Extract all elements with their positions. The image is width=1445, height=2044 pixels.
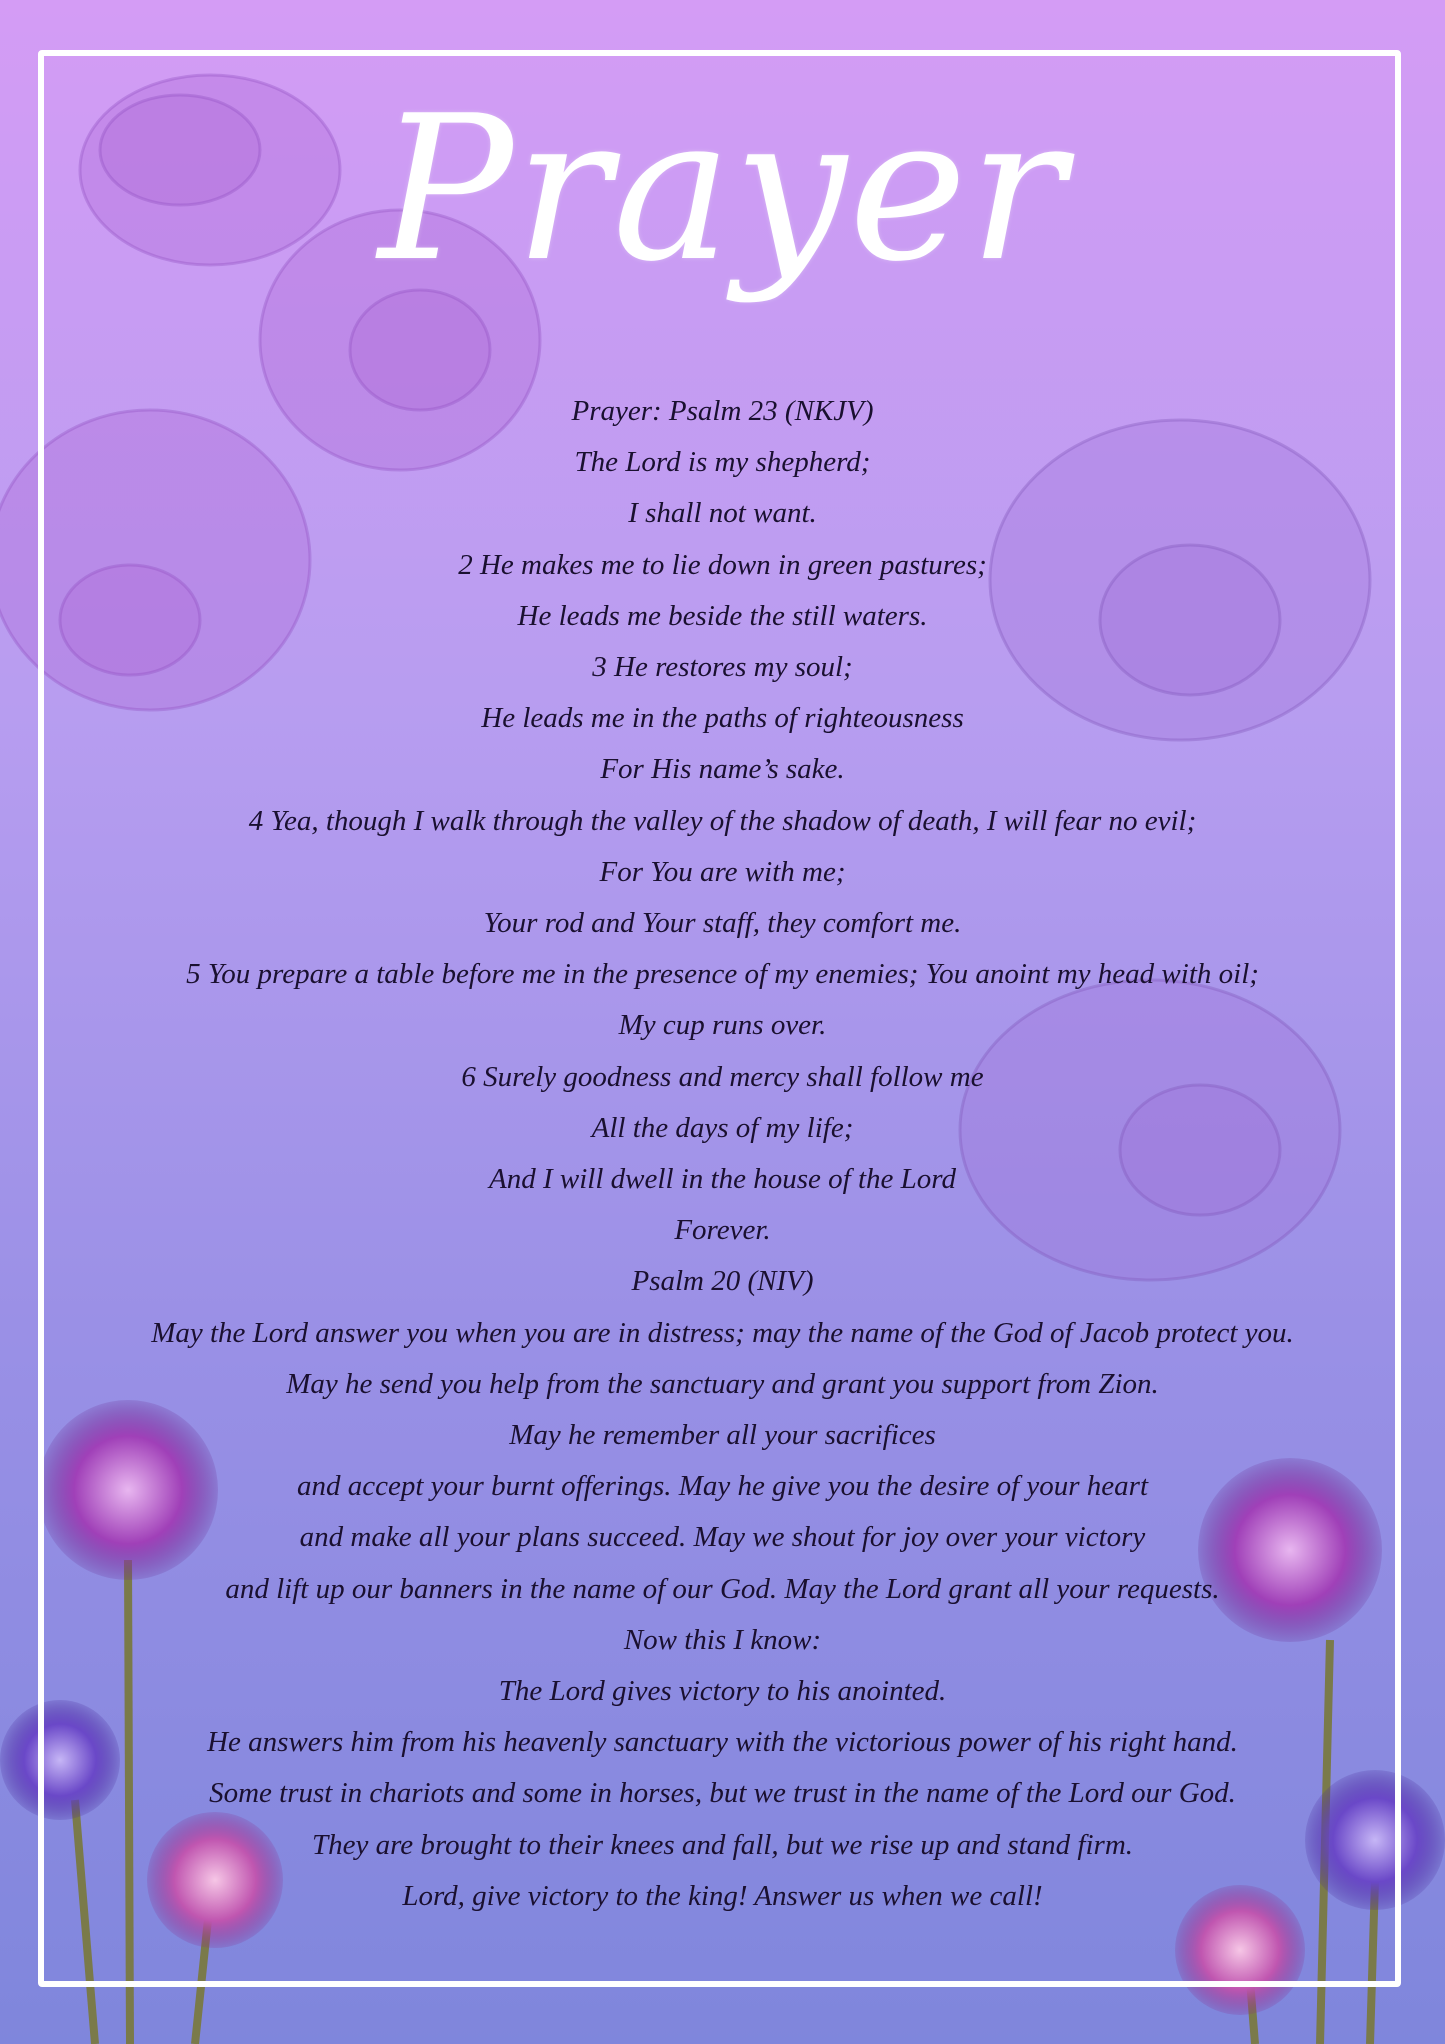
prayer-line: For You are with me;: [599, 855, 846, 888]
prayer-line: They are brought to their knees and fall, but we rise up and stand firm.: [311, 1828, 1134, 1861]
prayer-line: Forever.: [674, 1214, 771, 1247]
prayer-line: Lord, give victory to the king! Answer us when we call!: [402, 1879, 1043, 1912]
prayer-line: The Lord is my shepherd;: [574, 446, 871, 479]
prayer-line: All the days of my life;: [591, 1111, 854, 1144]
prayer-line: May the Lord answer you when you are in distress; may the name of the God of Jacob protect you.: [151, 1316, 1294, 1349]
prayer-line: 3 He restores my soul;: [592, 651, 853, 684]
prayer-line: Some trust in chariots and some in horses, but we trust in the name of the Lord our God.: [209, 1777, 1236, 1810]
prayer-line: The Lord gives victory to his anointed.: [498, 1675, 947, 1708]
prayer-line: For His name’s sake.: [600, 753, 845, 786]
prayer-line: and make all your plans succeed. May we shout for joy over your victory: [299, 1521, 1146, 1554]
page-title: Prayer: [378, 73, 1067, 306]
prayer-line: 2 He makes me to lie down in green pastures;: [458, 548, 987, 581]
prayer-text: [0, 386, 1445, 1922]
prayer-line: I shall not want.: [628, 497, 817, 530]
prayer-line: Prayer: Psalm 23 (NKJV): [571, 395, 874, 427]
prayer-line: Now this I know:: [623, 1623, 822, 1656]
prayer-line: 6 Surely goodness and mercy shall follow me: [461, 1060, 984, 1093]
prayer-line: Psalm 20 (NIV): [631, 1265, 814, 1298]
prayer-line: May he send you help from the sanctuary and grant you support from Zion.: [286, 1367, 1159, 1400]
prayer-line: He leads me beside the still waters.: [517, 599, 928, 632]
prayer-line: My cup runs over.: [618, 1009, 827, 1042]
prayer-line: 5 You prepare a table before me in the presence of my enemies; You anoint my head with oil;: [186, 958, 1259, 991]
prayer-line: Your rod and Your staff, they comfort me.: [483, 907, 962, 940]
prayer-line: May he remember all your sacrifices: [509, 1419, 936, 1452]
prayer-line: He answers him from his heavenly sanctuary with the victorious power of his right hand.: [207, 1726, 1238, 1759]
prayer-line: And I will dwell in the house of the Lord: [489, 1163, 956, 1196]
prayer-line: 4 Yea, though I walk through the valley of the shadow of death, I will fear no evil;: [248, 804, 1197, 837]
prayer-line: and lift up our banners in the name of our God. May the Lord grant all your requests.: [225, 1572, 1220, 1605]
prayer-line: and accept your burnt offerings. May he give you the desire of your heart: [296, 1470, 1148, 1503]
prayer-line: He leads me in the paths of righteousness: [481, 702, 964, 735]
